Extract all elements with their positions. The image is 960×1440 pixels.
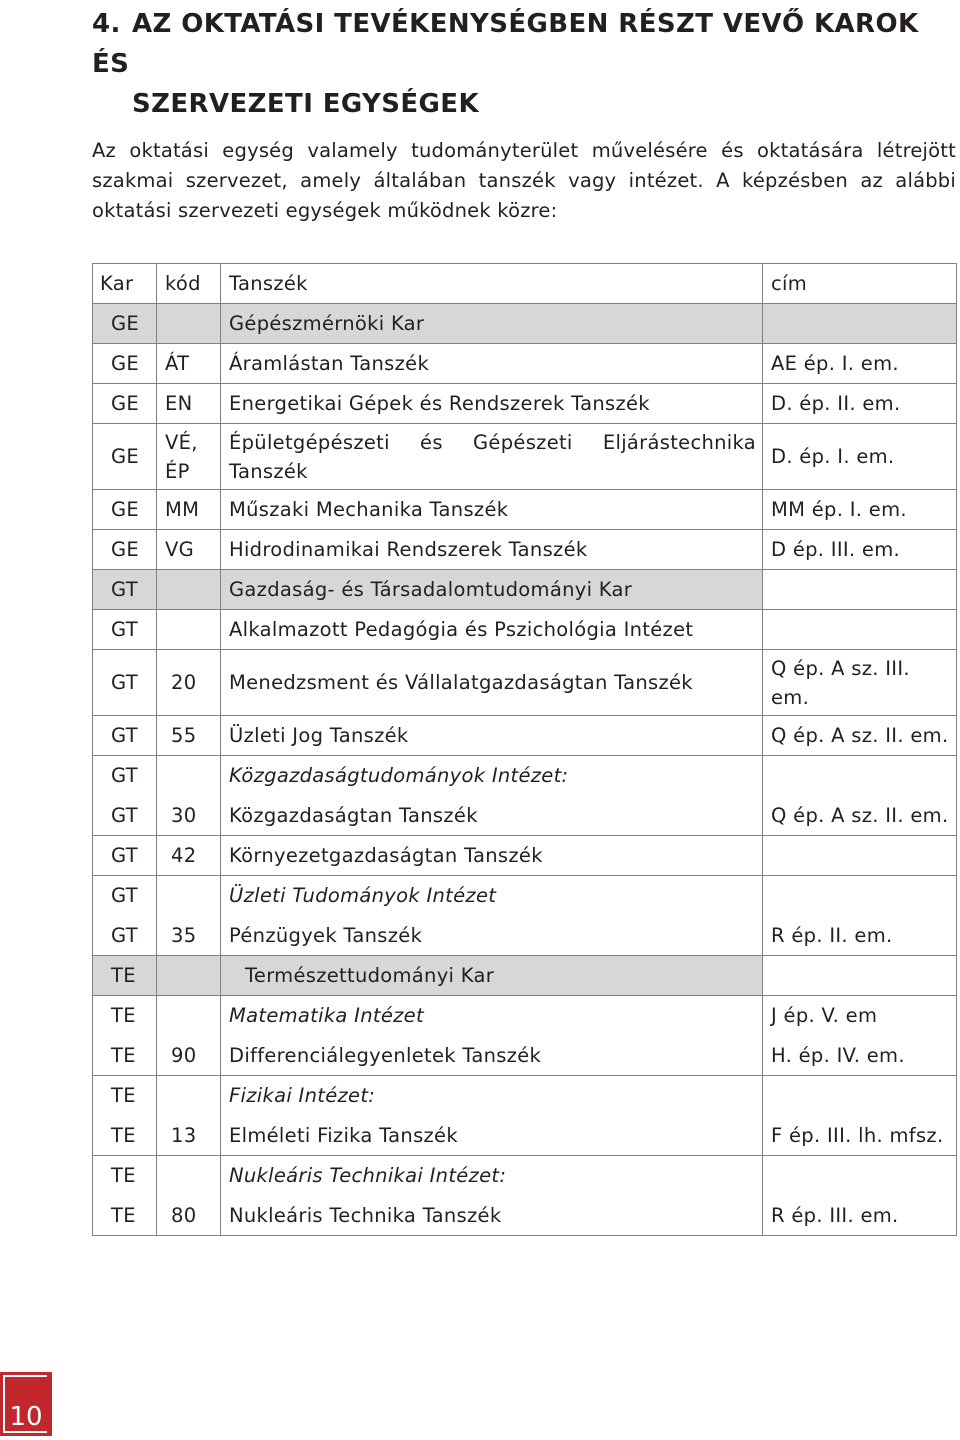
cell-name: Fizikai Intézet:: [221, 1076, 763, 1116]
cell-kar: GE: [93, 304, 157, 344]
table-row: [93, 916, 957, 956]
cell-kod: [157, 304, 221, 344]
cell-kar: GE: [93, 490, 157, 530]
cell-kod: 90: [157, 1036, 221, 1076]
cell-name: Alkalmazott Pedagógia és Pszichológia Intézet: [221, 610, 763, 650]
cell-cim: H. ép. IV. em.: [763, 1036, 957, 1076]
page-number-badge: [0, 1372, 52, 1436]
table-row: [93, 384, 957, 424]
header-cim: cím: [763, 264, 957, 304]
table-row: [93, 716, 957, 756]
cell-name: Nukleáris Technikai Intézet:: [221, 1156, 763, 1196]
table-header-row: [93, 264, 957, 304]
cell-cim: [763, 570, 957, 610]
cell-name: Közgazdaságtudományok Intézet:: [221, 756, 763, 796]
cell-kar: TE: [93, 1116, 157, 1156]
cell-name: Gépészmérnöki Kar: [221, 304, 763, 344]
cell-cim: [763, 1156, 957, 1196]
section-title-line2: SZERVEZETI EGYSÉGEK: [132, 89, 480, 119]
cell-cim: [763, 304, 957, 344]
cell-kod: 35: [157, 916, 221, 956]
section-heading: [92, 4, 958, 124]
cell-cim: D. ép. II. em.: [763, 384, 957, 424]
cell-kod: [157, 1076, 221, 1116]
cell-kar: TE: [93, 956, 157, 996]
table-row: [93, 490, 957, 530]
table-row: [93, 650, 957, 716]
table-row: [93, 796, 957, 836]
cell-kar: TE: [93, 1076, 157, 1116]
cell-kar: GE: [93, 424, 157, 490]
cell-kod: [157, 956, 221, 996]
cell-kod: 30: [157, 796, 221, 836]
cell-cim: D ép. III. em.: [763, 530, 957, 570]
cell-cim: [763, 756, 957, 796]
cell-name: Műszaki Mechanika Tanszék: [221, 490, 763, 530]
table-row: [93, 996, 957, 1036]
table-row: [93, 424, 957, 490]
cell-name: Környezetgazdaságtan Tanszék: [221, 836, 763, 876]
table-row: [93, 1076, 957, 1116]
cell-cim: D. ép. I. em.: [763, 424, 957, 490]
table-row: [93, 304, 957, 344]
table-row: [93, 530, 957, 570]
table-row: [93, 1196, 957, 1236]
cell-kar: GT: [93, 796, 157, 836]
cell-kar: GT: [93, 570, 157, 610]
cell-cim: Q ép. A sz. II. em.: [763, 796, 957, 836]
cell-kod: 13: [157, 1116, 221, 1156]
table-row: [93, 1116, 957, 1156]
cell-kar: GE: [93, 344, 157, 384]
cell-cim: [763, 610, 957, 650]
cell-kod: ÁT: [157, 344, 221, 384]
table-row: [93, 344, 957, 384]
cell-kod: 55: [157, 716, 221, 756]
cell-cim: Q ép. A sz. II. em.: [763, 716, 957, 756]
cell-name: Épületgépészeti és Gépészeti Eljárástechnika Tanszék: [221, 424, 763, 490]
cell-kod: [157, 570, 221, 610]
table-row: [93, 756, 957, 796]
cell-name: Differenciálegyenletek Tanszék: [221, 1036, 763, 1076]
cell-kar: TE: [93, 1196, 157, 1236]
cell-cim: J ép. V. em: [763, 996, 957, 1036]
cell-cim: [763, 836, 957, 876]
cell-kar: GE: [93, 530, 157, 570]
cell-cim: Q ép. A sz. III. em.: [763, 650, 957, 716]
cell-kod: 20: [157, 650, 221, 716]
cell-name: Természettudományi Kar: [221, 956, 763, 996]
cell-cim: [763, 876, 957, 916]
cell-kod: VG: [157, 530, 221, 570]
organizational-units-table: [92, 263, 957, 1236]
header-kar: Kar: [93, 264, 157, 304]
cell-name: Üzleti Jog Tanszék: [221, 716, 763, 756]
page-number-frame: [3, 1375, 47, 1433]
cell-kar: GT: [93, 756, 157, 796]
cell-kod: 80: [157, 1196, 221, 1236]
cell-name: Áramlástan Tanszék: [221, 344, 763, 384]
cell-kod: MM: [157, 490, 221, 530]
cell-kod: [157, 756, 221, 796]
cell-kod: [157, 610, 221, 650]
cell-name: Gazdaság- és Társadalomtudományi Kar: [221, 570, 763, 610]
intro-paragraph: Az oktatási egység valamely tudományterület művelésére és oktatására létrejött szakmai szervezet, amely általában tanszék vagy intézet. A képzésben az alábbi oktatási szervezeti egységek működnek közre:: [92, 139, 956, 222]
cell-kod: EN: [157, 384, 221, 424]
table-row: [93, 1156, 957, 1196]
cell-kar: GT: [93, 836, 157, 876]
cell-cim: F ép. III. lh. mfsz.: [763, 1116, 957, 1156]
page-number: 10: [9, 1402, 43, 1432]
cell-cim: AE ép. I. em.: [763, 344, 957, 384]
table-row: [93, 876, 957, 916]
cell-cim: R ép. III. em.: [763, 1196, 957, 1236]
cell-kar: GT: [93, 876, 157, 916]
cell-kar: GT: [93, 916, 157, 956]
table-row: [93, 1036, 957, 1076]
cell-kod: [157, 1156, 221, 1196]
cell-kar: TE: [93, 1036, 157, 1076]
cell-kod: [157, 876, 221, 916]
cell-kod: VÉ, ÉP: [157, 424, 221, 490]
table-row: [93, 570, 957, 610]
cell-kar: GT: [93, 610, 157, 650]
cell-name: Elméleti Fizika Tanszék: [221, 1116, 763, 1156]
cell-name: Hidrodinamikai Rendszerek Tanszék: [221, 530, 763, 570]
cell-cim: [763, 956, 957, 996]
table-row: [93, 610, 957, 650]
cell-name: Menedzsment és Vállalatgazdaságtan Tanszék: [221, 650, 763, 716]
cell-cim: [763, 1076, 957, 1116]
header-kod: kód: [157, 264, 221, 304]
cell-kod: 42: [157, 836, 221, 876]
cell-cim: R ép. II. em.: [763, 916, 957, 956]
section-title-line1: AZ OKTATÁSI TEVÉKENYSÉGBEN RÉSZT VEVŐ KAROK ÉS: [92, 9, 919, 79]
cell-kar: TE: [93, 1156, 157, 1196]
cell-kar: GT: [93, 650, 157, 716]
cell-kod: [157, 996, 221, 1036]
table-row: [93, 956, 957, 996]
cell-kar: TE: [93, 996, 157, 1036]
cell-name: Nukleáris Technika Tanszék: [221, 1196, 763, 1236]
table-row: [93, 836, 957, 876]
cell-name: Energetikai Gépek és Rendszerek Tanszék: [221, 384, 763, 424]
cell-kar: GT: [93, 716, 157, 756]
cell-name: Matematika Intézet: [221, 996, 763, 1036]
header-tanszek: Tanszék: [221, 264, 763, 304]
section-number: 4.: [92, 9, 121, 39]
cell-name: Közgazdaságtan Tanszék: [221, 796, 763, 836]
cell-cim: MM ép. I. em.: [763, 490, 957, 530]
cell-name: Pénzügyek Tanszék: [221, 916, 763, 956]
cell-kar: GE: [93, 384, 157, 424]
cell-name: Üzleti Tudományok Intézet: [221, 876, 763, 916]
